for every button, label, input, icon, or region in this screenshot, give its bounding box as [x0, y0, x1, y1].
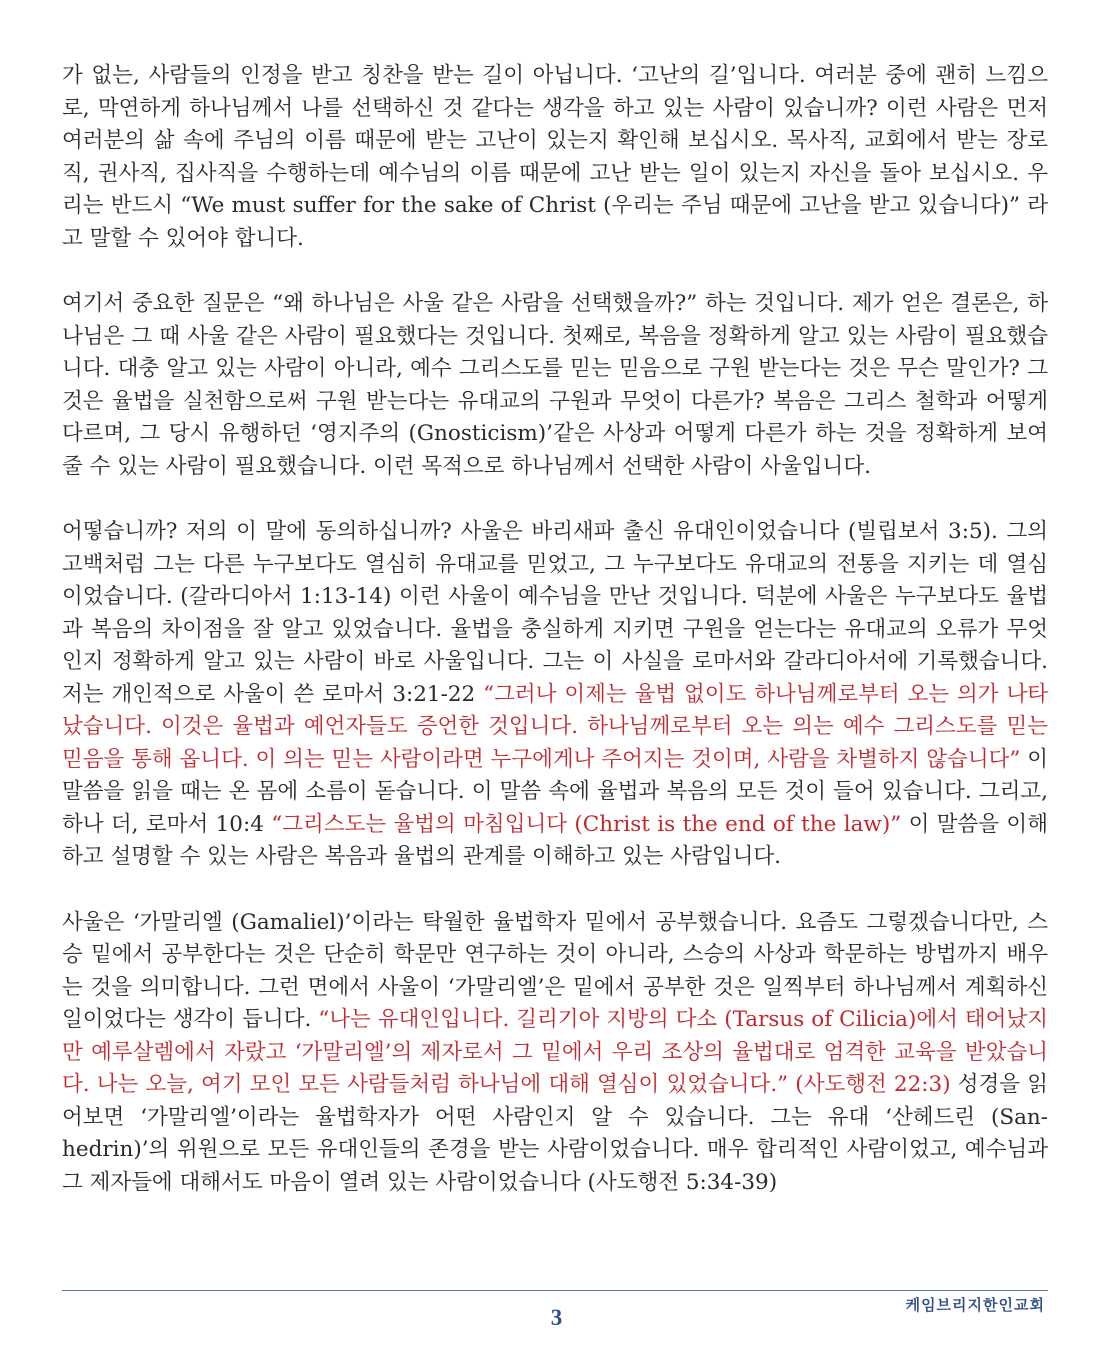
paragraph-text: 어떻습니까? 저의 이 말에 동의하십니까? 사울은 바리새파 출신 유대인이었습니다 (빌립보서 3:5). 그의 고백처럼 그는 다른 누구보다도 열심히 유대교를 믿었고, 그 누구보다도 유대교의 전통을 지키는 데 열심이었습니다. (갈라디아서 1:13-14) 이런 사울이 예수님을 만난 것입니다. 덕분에 사울은 누구보다도 율법과 복음의 차이점을 잘 알고 있었습니다. 율법을 충실하게 지키면 구원을 얻는다는 유대교의 오류가 무엇인지 정확하게 알고 있는 사람이 바로 사울입니다. 그는 이 사실을 로마서와 갈라디아서에 기록했습니다. 저는 개인적으로 사울이 쓴 로마서 3:21-22 — [62, 519, 1048, 707]
paragraph-text: 가 없는, 사람들의 인정을 받고 칭찬을 받는 길이 아닙니다. ‘고난의 길’입니다. 여러분 중에 괜히 느낌으로, 막연하게 하나님께서 나를 선택하신 것 같다는 생각을 하고 있는 사람이 있습니까? 이런 사람은 먼저 여러분의 삶 속에 주님의 이름 때문에 받는 고난이 있는지 확인해 보십시오. 목사직, 교회에서 받는 장로직, 권사직, 집사직을 수행하는데 예수님의 이름 때문에 고난 받는 일이 있는지 자신을 돌아 보십시오. 우리는 반드시 “We must suffer for the sake of Christ (우리는 주님 때문에 고난을 받고 있습니다)” 라고 말할 수 있어야 합니다. — [62, 63, 1048, 251]
church-name: 케임브리지한인교회 — [905, 1296, 1045, 1314]
paragraph-text: 사울은 ‘가말리엘 (Gamaliel)’이라는 탁월한 율법학자 밑에서 공부했습니다. 요즘도 그렇겠습니다만, 스승 밑에서 공부한다는 것은 단순히 학문만 연구하는 것이 아니라, 스승의 사상과 학문하는 방법까지 배우는 것을 의미합니다. 그런 면에서 사울이 ‘가말리엘’은 밑에서 공부한 것은 일찍부터 하나님께서 계획하신 일이었다는 생각이 듭니다. — [62, 909, 1048, 1032]
scripture-quote-romans-10: “그리스도는 율법의 마침입니다 (Christ is the end of the law)” — [271, 811, 902, 837]
paragraph-text: 이 말씀을 이해하고 설명할 수 있는 사람은 복음과 율법의 관계를 이해하고 있는 사람입니다. — [62, 811, 1048, 869]
footer-divider — [62, 1290, 1048, 1291]
paragraph-1 — [62, 60, 1048, 255]
scripture-quote-acts-22: “나는 유대인입니다. 길리기아 지방의 다소 (Tarsus of Cilicia)에서 태어났지만 예루살렘에서 자랐고 ‘가말리엘’의 제자로서 그 밑에서 우리 조상의 율법대로 엄격한 교육을 받았습니다. 나는 오늘, 여기 모인 모든 사람들처럼 하나님에 대해 열심이 있었습니다.” (사도행전 22:3) — [62, 1007, 1048, 1097]
paragraph-2 — [62, 288, 1048, 483]
page-number: 3 — [550, 1305, 563, 1330]
paragraph-text: 이 말씀을 읽을 때는 온 몸에 소름이 돋습니다. 이 말씀 속에 율법과 복음의 모든 것이 들어 있습니다. 그리고, 하나 더, 로마서 10:4 — [62, 746, 1048, 837]
paragraph-text: 여기서 중요한 질문은 “왜 하나님은 사울 같은 사람을 선택했을까?” 하는 것입니다. 제가 얻은 결론은, 하나님은 그 때 사울 같은 사람이 필요했다는 것입니다. 첫째로, 복음을 정확하게 알고 있는 사람이 필요했습니다. 대충 알고 있는 사람이 아니라, 예수 그리스도를 믿는 믿음으로 구원 받는다는 것은 무슨 말인가? 그것은 율법을 실천함으로써 구원 받는다는 유대교의 구원과 무엇이 다른가? 복음은 그리스 철학과 어떻게 다르며, 그 당시 유행하던 ‘영지주의 (Gnosticism)’같은 사상과 어떻게 다른가 하는 것을 정확하게 보여 줄 수 있는 사람이 필요했습니다. 이런 목적으로 하나님께서 선택한 사람이 사울입니다. — [62, 291, 1048, 479]
body-text — [62, 60, 1048, 1199]
paragraph-4 — [62, 907, 1048, 1200]
paragraph-3 — [62, 516, 1048, 874]
paragraph-text: 성경을 읽어보면 ‘가말리엘’이라는 율법학자가 어떤 사람인지 알 수 있습니다. 그는 유대 ‘산헤드린 (San-hedrin)’의 위원으로 모든 유대인들의 존경을 받는 사람이었습니다. 매우 합리적인 사람이었고, 예수님과 그 제자들에 대해서도 마음이 열려 있는 사람이었습니다 (사도행전 5:34-39) — [62, 1072, 1049, 1195]
scripture-quote-romans-3: “그러나 이제는 율법 없이도 하나님께로부터 오는 의가 나타났습니다. 이것은 율법과 예언자들도 증언한 것입니다. 하나님께로부터 오는 의는 예수 그리스도를 믿는 믿음을 통해 옵니다. 이 의는 믿는 사람이라면 누구에게나 주어지는 것이며, 사람을 차별하지 않습니다” — [62, 681, 1048, 772]
